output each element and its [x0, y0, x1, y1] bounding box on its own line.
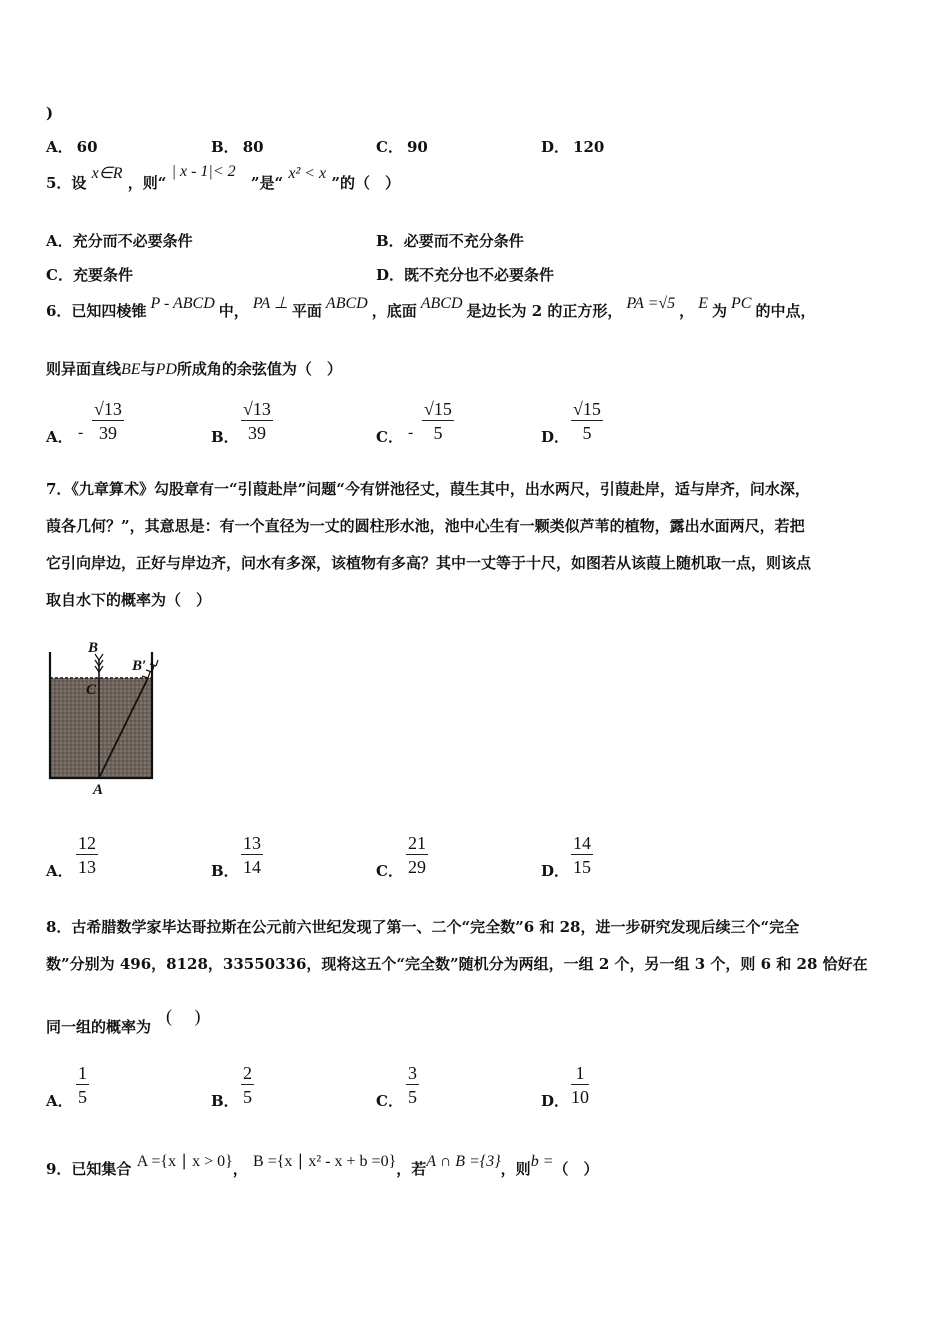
q6-math-segment: ABCD — [325, 295, 368, 312]
q8-line1: 8．古希腊数学家毕达哥拉斯在公元前六世纪发现了第一、二个“完全数”6 和 28，进一步研究发现后续三个“完全 — [46, 918, 800, 936]
option-label: A． — [46, 862, 73, 880]
q6-math-be: BE — [121, 361, 141, 378]
fraction-numerator: 13 — [243, 833, 261, 853]
q6-line2-a: 则异面直线 — [46, 360, 122, 378]
fraction-denominator: 13 — [78, 857, 96, 877]
option-label: B． — [376, 232, 404, 250]
q5-prefix: 5．设 — [46, 174, 87, 192]
option-label: A． — [46, 428, 73, 446]
option-fraction — [92, 398, 124, 445]
q5-mid1: ，则“ — [127, 174, 167, 192]
q6-math-segment: P - ABCD — [150, 295, 215, 312]
q9-prefix: 9．已知集合 — [46, 1160, 132, 1178]
q8-line2: 数”分别为 496，8128，33550336，现将这五个“完全数”随机分为两组，一组 2 个，另一组 3 个，则 6 和 28 恰好在 — [46, 955, 868, 973]
q5-option — [376, 230, 524, 251]
option-sign: - — [408, 424, 414, 441]
option-text: 既不充分也不必要条件 — [404, 266, 555, 284]
q6-text-segment: 是边长为 2 的正方形， — [466, 302, 623, 320]
q5-option — [46, 230, 193, 251]
q6-text-segment: ，底面 — [371, 302, 417, 320]
fraction-numerator: √13 — [94, 399, 122, 419]
option-label: C． — [46, 266, 73, 284]
q5-option — [46, 264, 133, 285]
option-label: A． — [46, 232, 73, 250]
q9-mid: ，若 — [396, 1160, 427, 1178]
water-region — [50, 678, 152, 778]
q6-math-segment: E — [698, 295, 708, 312]
option-fraction — [571, 1062, 589, 1109]
option-label: D． — [541, 428, 570, 446]
fraction-numerator: √15 — [424, 399, 452, 419]
option-fraction — [76, 1062, 89, 1109]
fraction-numerator: 1 — [78, 1063, 87, 1083]
q6-math-segment: ABCD — [420, 295, 463, 312]
label-C: C — [86, 682, 97, 698]
q5-mid2: ”是“ — [250, 174, 284, 192]
option-label: D． — [541, 1092, 570, 1110]
q9-comma: ， — [232, 1160, 248, 1178]
q9-var-b: b = — [530, 1153, 554, 1170]
option-label: C． — [376, 138, 403, 156]
option-sign: - — [78, 424, 84, 441]
label-B-prime: B′ — [132, 658, 147, 674]
q5-suffix: ”的（ ） — [331, 174, 401, 192]
q4-option — [211, 136, 264, 157]
q6-line2-c: 所成角的余弦值为（ ） — [176, 360, 342, 378]
option-fraction — [241, 398, 273, 445]
option-label: C． — [376, 1092, 403, 1110]
q9-suffix: （ ） — [553, 1160, 599, 1178]
option-fraction — [241, 1062, 254, 1109]
option-value: 90 — [406, 138, 428, 156]
q5-math-square: x² < x — [288, 165, 327, 182]
q8-line3: 同一组的概率为 — [46, 1018, 152, 1036]
fraction-numerator: 3 — [408, 1063, 417, 1083]
fraction-denominator: 5 — [408, 1087, 417, 1107]
fraction-denominator: 5 — [582, 423, 592, 443]
fraction-denominator: 14 — [243, 857, 261, 877]
option-label: B． — [211, 138, 239, 156]
option-label: B． — [211, 1092, 239, 1110]
q6-math-segment: PC — [730, 295, 752, 312]
option-label: C． — [376, 428, 403, 446]
q6-text-segment: 平面 — [291, 302, 322, 320]
option-value: 60 — [76, 138, 98, 156]
fraction-denominator: 10 — [571, 1087, 589, 1107]
option-fraction — [406, 832, 428, 879]
fraction-numerator: 2 — [243, 1063, 252, 1083]
fraction-denominator: 29 — [408, 857, 426, 877]
option-label: C． — [376, 862, 403, 880]
fraction-denominator: 39 — [247, 423, 266, 443]
option-value: 80 — [242, 138, 264, 156]
option-fraction — [422, 398, 454, 445]
option-text: 必要而不充分条件 — [403, 232, 524, 250]
option-value: 120 — [573, 138, 605, 156]
q8-paren: ( ) — [166, 1006, 201, 1026]
option-label: D． — [541, 138, 570, 156]
fraction-denominator: 39 — [98, 423, 117, 443]
option-fraction — [571, 398, 603, 445]
fraction-denominator: 5 — [78, 1087, 87, 1107]
option-fraction — [406, 1062, 419, 1109]
q7-stem-line: 它引向岸边，正好与岸边齐，问水有多深，该植物有多高？其中一丈等于十尺，如图若从该葭上随机取一点，则该点 — [46, 554, 812, 572]
option-label: D． — [376, 266, 405, 284]
option-label: D． — [541, 862, 570, 880]
q6-text-segment: 为 — [711, 302, 727, 320]
q6-line2-b: 与 — [140, 360, 156, 378]
q6-math-segment: PA =√5 — [626, 295, 676, 312]
fraction-numerator: 1 — [571, 1062, 589, 1085]
q6-text-segment: 的中点， — [755, 302, 816, 320]
q4-option — [541, 136, 604, 157]
option-fraction — [76, 832, 98, 879]
option-label: B． — [211, 428, 239, 446]
fraction-denominator: 5 — [243, 1087, 252, 1107]
fraction-numerator: 12 — [78, 833, 96, 853]
q4-option — [376, 136, 428, 157]
q7-stem-line: 葭各几何？”，其意思是：有一个直径为一丈的圆柱形水池，池中心生有一颗类似芦苇的植物，露出水面两尺，若把 — [46, 517, 805, 535]
fraction-numerator: 14 — [573, 833, 591, 853]
q9-condition: A ∩ B ={3} — [426, 1153, 501, 1170]
q5-stem — [46, 163, 401, 193]
fraction-numerator: 21 — [408, 833, 426, 853]
q4-paren: ) — [46, 104, 54, 122]
q6-math-pd: PD — [155, 361, 177, 378]
option-text: 充分而不必要条件 — [72, 232, 193, 250]
q9-mid2: ，则 — [500, 1160, 531, 1178]
q6-stem-line2 — [46, 358, 342, 379]
option-label: B． — [211, 862, 239, 880]
q9-set-b: B ={x ∣ x² - x + b =0} — [253, 1153, 397, 1170]
fraction-denominator: 15 — [573, 857, 591, 877]
q7-stem-line: 7．《九章算术》勾股章有一“引葭赴岸”问题“今有饼池径丈，葭生其中，出水两尺，引葭赴岸，适与岸齐，问水深， — [46, 480, 810, 498]
fraction-denominator: 5 — [433, 423, 443, 443]
option-text: 充要条件 — [72, 266, 133, 284]
q4-option — [46, 136, 98, 157]
fraction-numerator: √15 — [573, 399, 601, 419]
q6-text-segment: ， — [679, 302, 695, 320]
q9-stem — [46, 1153, 599, 1179]
q7-stem-line: 取自水下的概率为（ ） — [46, 591, 212, 609]
fraction-numerator: √13 — [243, 399, 271, 419]
q5-option — [376, 264, 554, 285]
q7-figure — [40, 630, 170, 800]
option-label: A． — [46, 138, 73, 156]
q6-text-segment: 6．已知四棱锥 — [46, 302, 147, 320]
label-B: B — [88, 640, 99, 656]
label-A: A — [93, 782, 104, 798]
q5-math-x-in-r: x∈R — [91, 165, 123, 182]
option-fraction — [241, 832, 263, 879]
option-label: A． — [46, 1092, 73, 1110]
option-fraction — [571, 832, 593, 879]
q6-stem-line1 — [46, 295, 816, 321]
q6-math-segment: PA ⊥ — [252, 295, 288, 312]
q5-math-abs: | x - 1|< 2 — [171, 163, 236, 180]
q9-set-a: A ={x ∣ x > 0} — [136, 1153, 233, 1170]
q6-text-segment: 中， — [218, 302, 249, 320]
